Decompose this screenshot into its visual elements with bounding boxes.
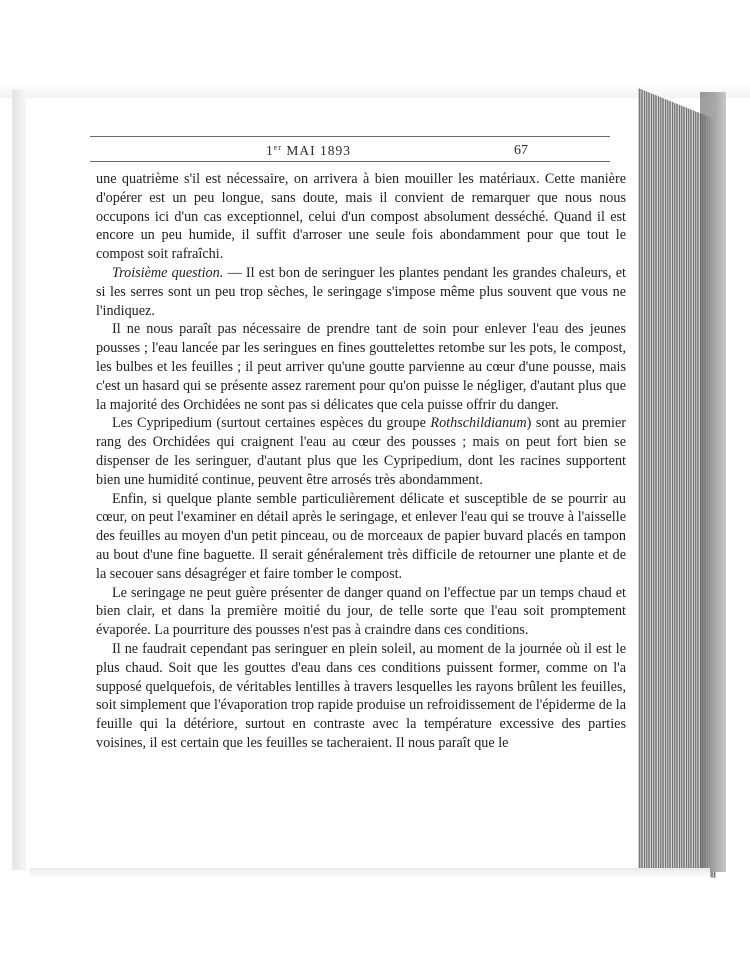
species-name: Rothschildianum: [430, 415, 527, 432]
paragraph: Le seringage ne peut guère présenter de danger quand on l'effectue par un temps chaud et bien clair, et dans la première moitié du jour, de telle sorte que l'eau soit promptement évaporée. La pourriture des pousses n'est pas à craindre dans ces conditions.: [96, 584, 626, 639]
book-edge-shadow: [700, 92, 726, 872]
body-text: [96, 170, 626, 753]
running-header-date: 1er MAI 1893: [266, 143, 351, 158]
paragraph: Il ne nous paraît pas nécessaire de prendre tant de soin pour enlever l'eau des jeunes pousses ; l'eau lancée par les seringues en fines gouttelettes retombe sur les pots, le compost, les bulbes et les feuilles ; il peut arriver qu'une goutte parvienne au cœur d'une pousse, mais c'est un hasard qui se présente assez rarement pour qu'on puisse le négliger, d'autant plus que la majorité des Orchidées ne sont pas si délicates que cela puisse offrir du danger.: [96, 321, 626, 413]
paragraph: Troisième question. — Il est bon de seringuer les plantes pendant les grandes chaleurs, et si les serres sont un peu trop sèches, le seringage s'impose même plus souvent que vous ne l'indiquez.: [96, 264, 626, 319]
paragraph: une quatrième s'il est nécessaire, on arrivera à bien mouiller les matériaux. Cette manière d'opérer est un peu longue, sans doute, mais il convient de remarquer que nous nous occupons ici d'un cas exceptionnel, celui d'un compost absolument desséché. Quand il est encore un peu humide, il suffit d'arroser une seule fois abondamment pour que tout le compost soit rafraîchi.: [96, 171, 626, 263]
paragraph: Il ne faudrait cependant pas seringuer en plein soleil, au moment de la journée où il est le plus chaud. Soit que les gouttes d'eau dans ces conditions puissent former, comme on l'a supposé quelquefois, de véritables lentilles à travers lesquelles les rayons brûlent les feuilles, soit simplement que l'évaporation trop rapide produise un refroidissement de l'épiderme de la feuille qui la détériore, surtout en contraste avec la température excessive des parties voisines, il est certain que les feuilles se tacheraient. Il nous paraît que le: [96, 640, 626, 751]
binding-shadow: [12, 90, 26, 870]
question-heading: Troisième question.: [112, 264, 224, 281]
header-rule-top: [90, 136, 610, 137]
page-number: 67: [514, 143, 528, 158]
header-rule-bottom: [90, 161, 610, 162]
paragraph: Les Cypripedium (surtout certaines espèces du groupe Rothschildianum) sont au premier rang des Orchidées qui craignent l'eau au cœur des pousses ; mais on peut fort bien se dispenser de les seringuer, d'autant plus que les Cypripedium, dont les racines supportent bien une humidité continue, peuvent être arrosés très abondamment.: [96, 415, 627, 488]
paragraph: Enfin, si quelque plante semble particulièrement délicate et susceptible de se pourrir au cœur, on peut l'examiner en détail après le seringage, et enlever l'eau qui se trouve à l'aisselle des feuilles au moyen d'un petit pinceau, ou de morceaux de papier buvard placés en tampon au bout d'une fine baguette. Il serait généralement très difficile de retourner une plante et de la secouer sans désagréger et faire tomber le compost.: [96, 490, 626, 582]
scan-top-shadow: [0, 0, 750, 98]
page-bottom-shadow: [30, 868, 710, 878]
